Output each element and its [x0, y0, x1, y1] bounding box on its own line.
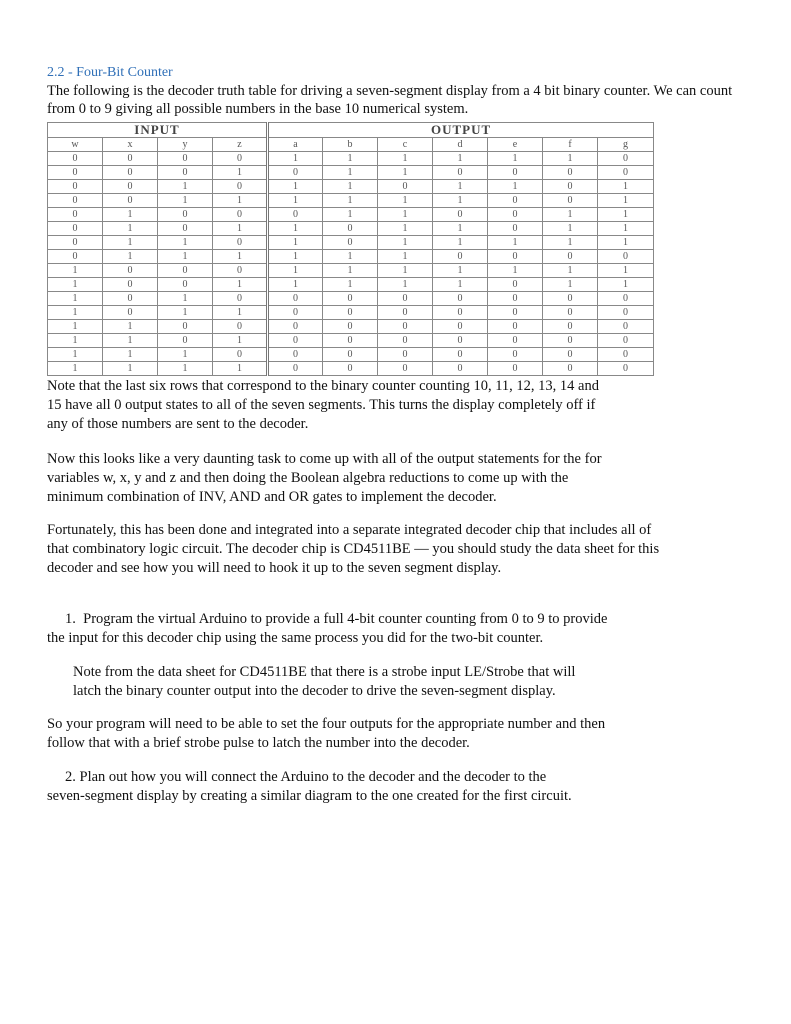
table-cell: 0: [433, 292, 488, 306]
table-cell: 0: [433, 166, 488, 180]
table-cell: 1: [598, 264, 654, 278]
table-cell: 1: [158, 306, 213, 320]
table-row: [48, 362, 654, 376]
table-cell: 1: [213, 362, 268, 376]
table-cell: 0: [268, 292, 323, 306]
table-cell: 0: [488, 194, 543, 208]
table-cell: 1: [48, 320, 103, 334]
table-cell: 0: [598, 320, 654, 334]
table-cell: 0: [543, 194, 598, 208]
table-cell: 0: [48, 222, 103, 236]
table-cell: 0: [268, 320, 323, 334]
table-cell: 0: [433, 320, 488, 334]
table-cell: 1: [48, 278, 103, 292]
table-cell: 1: [158, 250, 213, 264]
table-cell: 0: [158, 152, 213, 166]
column-header-a: a: [268, 138, 323, 152]
table-row: [48, 278, 654, 292]
table-cell: 1: [213, 334, 268, 348]
truth-table: [47, 122, 654, 376]
table-cell: 0: [433, 208, 488, 222]
table-cell: 0: [488, 278, 543, 292]
table-cell: 1: [103, 250, 158, 264]
table-cell: 0: [488, 362, 543, 376]
table-cell: 1: [158, 194, 213, 208]
table-cell: 0: [158, 208, 213, 222]
table-cell: 1: [268, 264, 323, 278]
table-cell: 0: [158, 264, 213, 278]
table-cell: 1: [213, 194, 268, 208]
step-2-number: 2.: [65, 769, 76, 785]
table-column-header-row: [48, 138, 654, 152]
table-cell: 1: [433, 194, 488, 208]
table-cell: 0: [378, 180, 433, 194]
table-cell: 0: [323, 334, 378, 348]
table-cell: 0: [103, 166, 158, 180]
table-cell: 1: [103, 334, 158, 348]
table-cell: 1: [323, 208, 378, 222]
table-cell: 1: [543, 264, 598, 278]
table-cell: 1: [48, 306, 103, 320]
table-cell: 1: [323, 264, 378, 278]
table-cell: 1: [378, 278, 433, 292]
table-cell: 1: [598, 222, 654, 236]
table-cell: 1: [103, 222, 158, 236]
table-cell: 1: [268, 180, 323, 194]
table-cell: 0: [598, 292, 654, 306]
column-header-e: e: [488, 138, 543, 152]
table-cell: 0: [598, 348, 654, 362]
table-cell: 0: [158, 334, 213, 348]
table-cell: 1: [158, 362, 213, 376]
table-cell: 0: [433, 250, 488, 264]
table-row: [48, 194, 654, 208]
table-row: [48, 180, 654, 194]
table-cell: 0: [268, 334, 323, 348]
table-cell: 0: [543, 250, 598, 264]
step-1-text: Program the virtual Arduino to provide a full 4-bit counter counting from 0 to 9 to provide the input for this decoder chip using the same process you did for the two-bit counter.: [47, 611, 608, 646]
column-header-f: f: [543, 138, 598, 152]
table-cell: 1: [378, 152, 433, 166]
table-cell: 1: [268, 278, 323, 292]
table-row: [48, 250, 654, 264]
table-cell: 1: [323, 180, 378, 194]
table-cell: 0: [48, 250, 103, 264]
table-cell: 1: [213, 222, 268, 236]
table-cell: 0: [543, 334, 598, 348]
table-cell: 1: [158, 292, 213, 306]
table-cell: 1: [488, 236, 543, 250]
table-cell: 1: [213, 306, 268, 320]
table-cell: 0: [323, 320, 378, 334]
output-group-label: OUTPUT: [268, 123, 654, 138]
table-cell: 1: [488, 264, 543, 278]
table-cell: 1: [158, 348, 213, 362]
table-cell: 1: [378, 194, 433, 208]
table-cell: 0: [48, 194, 103, 208]
table-cell: 0: [323, 362, 378, 376]
table-cell: 0: [488, 320, 543, 334]
table-cell: 0: [268, 362, 323, 376]
table-cell: 1: [378, 166, 433, 180]
table-cell: 0: [213, 320, 268, 334]
strobe-note-paragraph: [47, 663, 607, 701]
table-cell: 0: [158, 320, 213, 334]
step-2-text: Plan out how you will connect the Arduino to the decoder and the decoder to the seven-segment display by creating a similar diagram to the one created for the first circuit.: [47, 769, 572, 804]
table-cell: 1: [598, 208, 654, 222]
table-cell: 1: [543, 236, 598, 250]
table-cell: 0: [543, 362, 598, 376]
table-cell: 0: [488, 348, 543, 362]
table-cell: 0: [213, 180, 268, 194]
table-cell: 0: [488, 208, 543, 222]
step-1-number: 1.: [65, 611, 76, 627]
table-cell: 1: [598, 236, 654, 250]
table-cell: 1: [103, 208, 158, 222]
table-cell: 0: [598, 166, 654, 180]
table-cell: 0: [488, 250, 543, 264]
table-cell: 1: [268, 222, 323, 236]
table-cell: 1: [48, 292, 103, 306]
table-cell: 1: [103, 236, 158, 250]
table-row: [48, 306, 654, 320]
table-cell: 0: [268, 208, 323, 222]
table-cell: 1: [598, 278, 654, 292]
column-header-d: d: [433, 138, 488, 152]
table-cell: 0: [488, 166, 543, 180]
table-cell: 1: [433, 278, 488, 292]
table-cell: 0: [378, 306, 433, 320]
table-cell: 0: [268, 306, 323, 320]
intro-paragraph: The following is the decoder truth table for driving a seven-segment display from a 4 bit binary counter. We can count from 0 to 9 giving all possible numbers in the base 10 numerical system.: [47, 83, 733, 117]
table-cell: 1: [103, 320, 158, 334]
table-cell: 0: [488, 334, 543, 348]
table-cell: 1: [378, 208, 433, 222]
table-cell: 0: [433, 334, 488, 348]
table-cell: 0: [598, 250, 654, 264]
table-cell: 1: [268, 152, 323, 166]
table-cell: 1: [103, 348, 158, 362]
table-cell: 1: [213, 250, 268, 264]
table-cell: 0: [598, 152, 654, 166]
table-cell: 1: [268, 194, 323, 208]
table-cell: 0: [213, 152, 268, 166]
table-cell: 0: [543, 180, 598, 194]
table-cell: 0: [488, 306, 543, 320]
column-header-y: y: [158, 138, 213, 152]
table-cell: 0: [378, 334, 433, 348]
table-cell: 0: [48, 166, 103, 180]
table-cell: 0: [323, 222, 378, 236]
table-cell: 0: [268, 348, 323, 362]
table-cell: 1: [433, 152, 488, 166]
step-2-paragraph: [47, 768, 587, 806]
table-cell: 0: [158, 222, 213, 236]
table-cell: 0: [378, 348, 433, 362]
table-cell: 0: [323, 292, 378, 306]
table-cell: 1: [48, 334, 103, 348]
table-cell: 0: [378, 362, 433, 376]
table-cell: 0: [543, 166, 598, 180]
column-header-x: x: [103, 138, 158, 152]
table-cell: 1: [268, 250, 323, 264]
table-cell: 0: [103, 306, 158, 320]
table-cell: 1: [378, 250, 433, 264]
table-cell: 0: [323, 348, 378, 362]
table-row: [48, 264, 654, 278]
table-cell: 1: [268, 236, 323, 250]
table-cell: 0: [103, 278, 158, 292]
table-cell: 1: [433, 222, 488, 236]
table-cell: 0: [598, 306, 654, 320]
table-cell: 0: [378, 292, 433, 306]
table-cell: 0: [488, 222, 543, 236]
column-header-g: g: [598, 138, 654, 152]
table-row: [48, 166, 654, 180]
table-cell: 1: [158, 236, 213, 250]
table-cell: 0: [213, 348, 268, 362]
document-page: [47, 64, 747, 804]
column-header-z: z: [213, 138, 268, 152]
table-cell: 1: [48, 264, 103, 278]
table-cell: 1: [543, 152, 598, 166]
column-header-w: w: [48, 138, 103, 152]
table-cell: 1: [433, 180, 488, 194]
input-group-label: INPUT: [48, 123, 268, 138]
table-cell: 0: [103, 152, 158, 166]
table-cell: 1: [323, 194, 378, 208]
program-note-paragraph: So your program will need to be able to set the four outputs for the appropriate number and then follow that with a brief strobe pulse to latch the number into the decoder.: [47, 716, 606, 751]
table-cell: 1: [543, 208, 598, 222]
table-cell: 1: [598, 180, 654, 194]
decoder-chip-paragraph: Fortunately, this has been done and integrated into a separate integrated decoder chip that includes all of that combinatory logic circuit. The decoder chip is CD4511BE — you should study the data sheet for this decoder and see how you will need to hook it up to the seven segment display.: [47, 522, 660, 576]
table-cell: 0: [213, 292, 268, 306]
table-cell: 0: [103, 264, 158, 278]
note-last-rows-paragraph: Note that the last six rows that correspond to the binary counter counting 10, 11, 12, 13, 14 and 15 have all 0 output states to all of the seven segments. This turns the display completely off if any of those numbers are sent to the decoder.: [47, 378, 599, 432]
strobe-note-text: Note from the data sheet for CD4511BE that there is a strobe input LE/Strobe that will latch the binary counter output into the decoder to drive the seven-segment display.: [73, 664, 576, 699]
table-cell: 0: [433, 348, 488, 362]
table-cell: 0: [103, 180, 158, 194]
table-cell: 0: [543, 306, 598, 320]
table-cell: 1: [598, 194, 654, 208]
table-cell: 0: [213, 236, 268, 250]
table-row: [48, 292, 654, 306]
table-cell: 0: [598, 334, 654, 348]
table-row: [48, 208, 654, 222]
step-1-paragraph: [47, 610, 617, 648]
table-cell: 1: [378, 264, 433, 278]
section-heading: 2.2 - Four-Bit Counter: [47, 65, 173, 80]
table-cell: 0: [48, 236, 103, 250]
table-cell: 0: [213, 264, 268, 278]
table-cell: 0: [48, 152, 103, 166]
table-row: [48, 222, 654, 236]
table-row: [48, 236, 654, 250]
table-group-header-row: [48, 123, 654, 138]
table-cell: 1: [323, 152, 378, 166]
table-cell: 0: [48, 208, 103, 222]
column-header-c: c: [378, 138, 433, 152]
table-cell: 0: [543, 320, 598, 334]
table-cell: 0: [488, 292, 543, 306]
column-header-b: b: [323, 138, 378, 152]
table-cell: 1: [158, 180, 213, 194]
table-cell: 0: [598, 362, 654, 376]
table-cell: 0: [433, 362, 488, 376]
table-cell: 1: [103, 362, 158, 376]
table-cell: 1: [543, 222, 598, 236]
table-row: [48, 320, 654, 334]
table-row: [48, 348, 654, 362]
table-cell: 1: [433, 236, 488, 250]
table-cell: 0: [158, 278, 213, 292]
table-cell: 0: [103, 292, 158, 306]
table-cell: 0: [48, 180, 103, 194]
table-cell: 0: [543, 292, 598, 306]
table-cell: 0: [378, 320, 433, 334]
table-cell: 0: [213, 208, 268, 222]
table-cell: 0: [323, 306, 378, 320]
table-cell: 0: [323, 236, 378, 250]
table-cell: 1: [213, 166, 268, 180]
table-cell: 1: [378, 236, 433, 250]
table-cell: 0: [103, 194, 158, 208]
table-cell: 0: [158, 166, 213, 180]
daunting-task-paragraph: Now this looks like a very daunting task to come up with all of the output statements for the for variables w, x, y and z and then doing the Boolean algebra reductions to come up with the minimum combination of INV, AND and OR gates to implement the decoder.: [47, 451, 602, 505]
table-cell: 1: [323, 250, 378, 264]
table-cell: 1: [323, 278, 378, 292]
table-row: [48, 334, 654, 348]
table-cell: 1: [488, 152, 543, 166]
table-cell: 0: [433, 306, 488, 320]
table-cell: 1: [213, 278, 268, 292]
table-cell: 1: [323, 166, 378, 180]
table-cell: 1: [48, 348, 103, 362]
table-cell: 1: [488, 180, 543, 194]
table-cell: 0: [268, 166, 323, 180]
table-row: [48, 152, 654, 166]
table-cell: 1: [378, 222, 433, 236]
table-cell: 0: [543, 348, 598, 362]
table-cell: 1: [433, 264, 488, 278]
table-cell: 1: [543, 278, 598, 292]
table-cell: 1: [48, 362, 103, 376]
truth-table-body: [48, 152, 654, 376]
